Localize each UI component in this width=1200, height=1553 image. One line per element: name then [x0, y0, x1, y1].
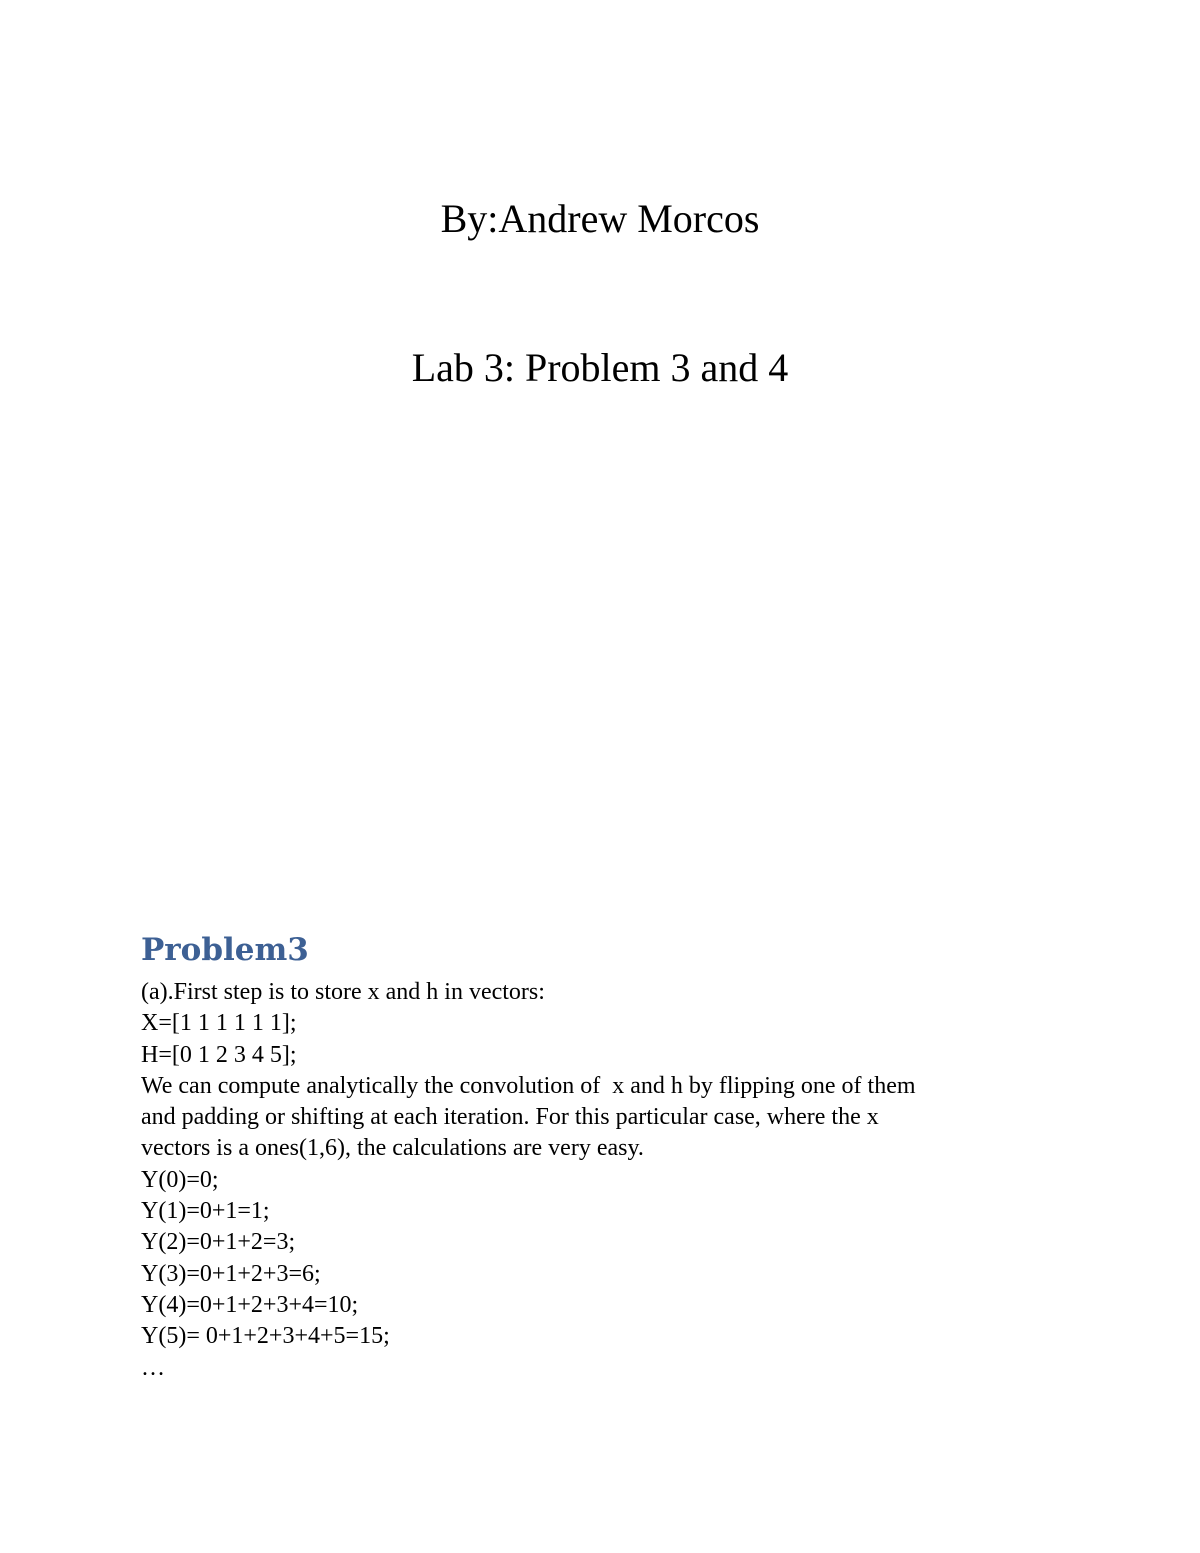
body-line: Y(2)=0+1+2=3;: [141, 1229, 296, 1256]
body-line: X=[1 1 1 1 1 1];: [141, 1010, 297, 1037]
body-line: Y(4)=0+1+2+3+4=10;: [141, 1291, 359, 1318]
body-line: Y(3)=0+1+2+3=6;: [141, 1260, 321, 1287]
lab-title: Lab 3: Problem 3 and 4: [411, 345, 789, 390]
author-line: By:Andrew Morcos: [440, 196, 760, 241]
body-line: Y(1)=0+1=1;: [141, 1198, 270, 1225]
body-line: We can compute analytically the convolution of x and h by flipping one of them: [141, 1072, 916, 1099]
body-line: (a).First step is to store x and h in vectors:: [141, 979, 545, 1005]
section-heading-problem3: Problem3: [141, 932, 309, 968]
section-body: [141, 977, 1041, 1384]
body-line: and padding or shifting at each iteration. For this particular case, where the x: [141, 1104, 879, 1131]
body-line: H=[0 1 2 3 4 5];: [141, 1041, 297, 1068]
body-line: vectors is a ones(1,6), the calculations are very easy.: [141, 1135, 644, 1162]
body-line: …: [141, 1354, 165, 1381]
body-line: Y(5)= 0+1+2+3+4+5=15;: [141, 1323, 390, 1350]
body-line: Y(0)=0;: [141, 1166, 219, 1193]
